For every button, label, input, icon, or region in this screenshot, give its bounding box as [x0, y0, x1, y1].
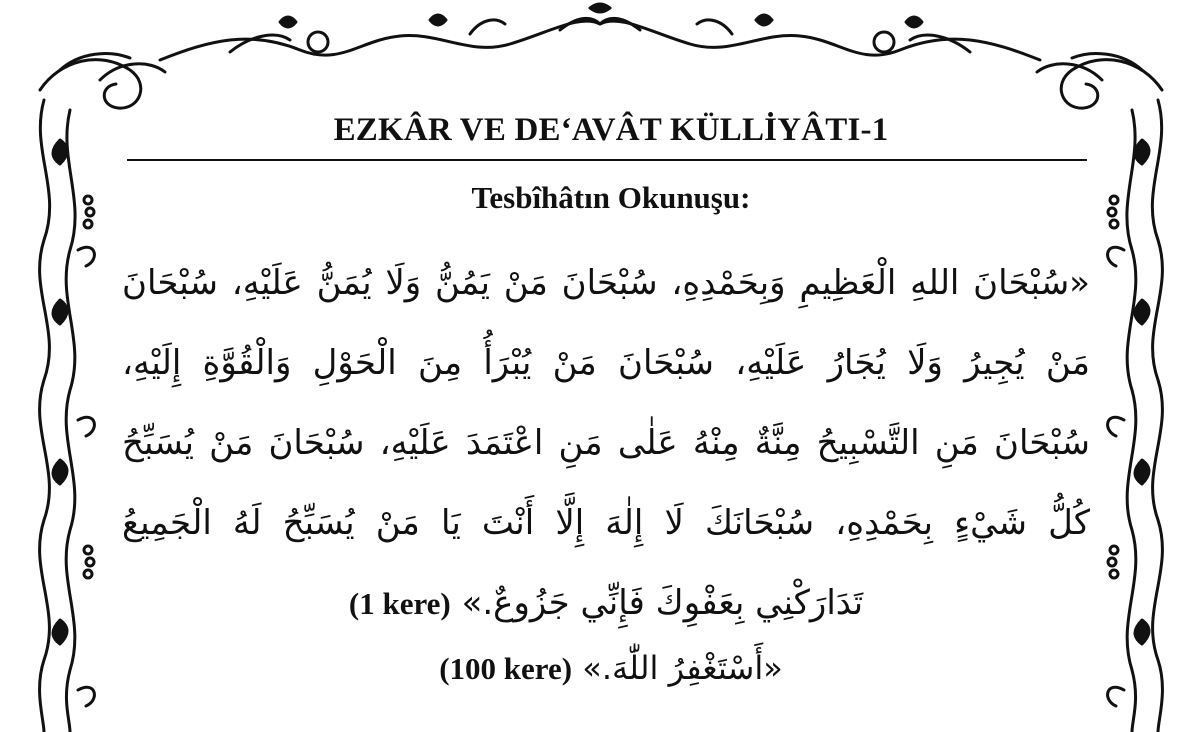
istighfar-arabic: «أَسْتَغْفِرُ اللّٰهَ.» — [582, 649, 783, 687]
arabic-line: «سُبْحَانَ اللهِ الْعَظِيمِ وَبِحَمْدِهِ، سُبْحَانَ مَنْ يَمُنُّ وَلَا يُمَنُّ عَلَيْهِ، سُبْحَانَ — [122, 263, 1090, 303]
closing-line — [122, 563, 1090, 643]
arabic-line: سُبْحَانَ مَنِ التَّسْبِيحُ مِنَّةٌ مِنْهُ عَلٰى مَنِ اعْتَمَدَ عَلَيْهِ، سُبْحَانَ مَنْ يُسَبِّحُ — [122, 423, 1090, 463]
arabic-line: كُلُّ شَيْءٍ بِحَمْدِهِ، سُبْحَانَكَ لَا إِلٰهَ إِلَّا أَنْتَ يَا مَنْ يُسَبِّحُ لَهُ الْجَمِيعُ — [122, 503, 1090, 543]
closing-count: (1 kere) — [348, 586, 451, 621]
closing-arabic: تَدَارَكْنِي بِعَفْوِكَ فَإِنِّي جَزُوعٌ.» — [461, 583, 864, 623]
section-subtitle: Tesbîhâtın Okunuşu: — [471, 180, 751, 215]
title-divider — [127, 159, 1087, 161]
arabic-line: مَنْ يُجِيرُ وَلَا يُجَارُ عَلَيْهِ، سُبْحَانَ مَنْ يُبْرَأُ مِنَ الْحَوْلِ وَالْقُوَّةِ إِلَيْهِ، — [122, 343, 1090, 383]
arabic-text-block — [122, 243, 1090, 643]
istighfar-count: (100 kere) — [439, 651, 573, 686]
page-title: EZKÂR VE DE‘AVÂT KÜLLİYÂTI-1 — [333, 112, 889, 148]
istighfar-line — [130, 638, 1092, 699]
